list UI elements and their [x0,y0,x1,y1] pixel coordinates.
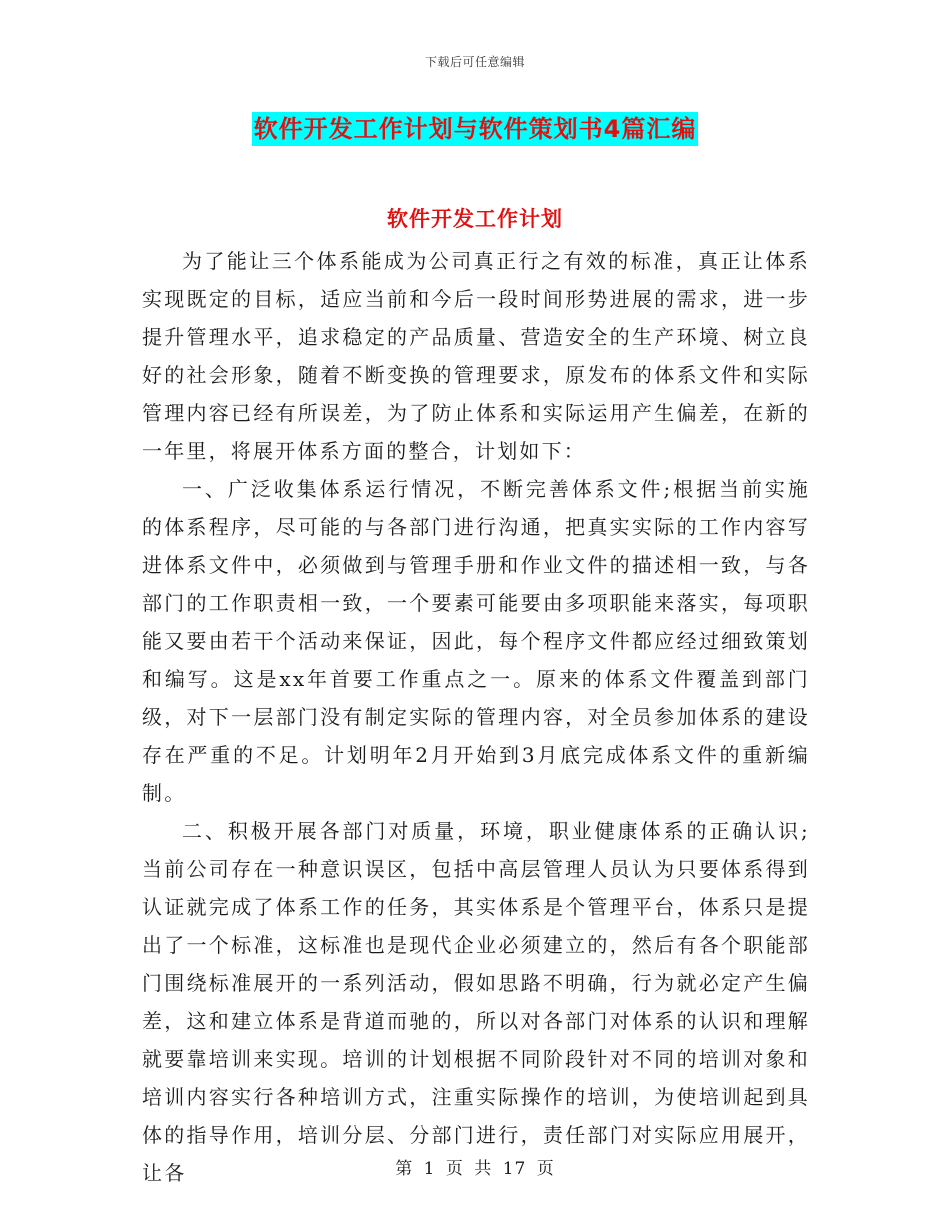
document-body [142,242,810,1192]
document-title: 软件开发工作计划与软件策划书4篇汇编 [252,112,699,146]
paragraph-item-1: 一、广泛收集体系运行情况，不断完善体系文件;根据当前实施的体系程序，尽可能的与各部门进行沟通，把真实实际的工作内容写进体系文件中，必须做到与管理手册和作业文件的描述相一致，与各部门的工作职责相一致，一个要素可能要由多项职能来落实，每项职能又要由若干个活动来保证，因此，每个程序文件都应经过细致策划和编写。这是xx年首要工作重点之一。原来的体系文件覆盖到部门级，对下一层部门没有制定实际的管理内容，对全员参加体系的建设存在严重的不足。计划明年2月开始到3月底完成体系文件的重新编制。 [142,477,810,805]
section-title: 软件开发工作计划 [387,207,563,231]
page-number: 第 1 页 共 17 页 [395,1159,555,1179]
header-note: 下载后可任意编辑 [424,55,525,69]
paragraph-item-2: 二、积极开展各部门对质量，环境，职业健康体系的正确认识;当前公司存在一种意识误区，包括中高层管理人员认为只要体系得到认证就完成了体系工作的任务，其实体系是个管理平台，体系只是提出了一个标准，这标准也是现代企业必须建立的，然后有各个职能部门围绕标准展开的一系列活动，假如思路不明确，行为就必定产生偏差，这和建立体系是背道而驰的，所以对各部门对体系的认识和理解就要靠培训来实现。培训的计划根据不同阶段针对不同的培训对象和培训内容实行各种培训方式，注重实际操作的培训，为使培训起到具体的指导作用，培训分层、分部门进行，责任部门对实际应用展开，让各 [142,819,810,1185]
document-title-container [0,112,950,146]
paragraph-intro: 为了能让三个体系能成为公司真正行之有效的标准，真正让体系实现既定的目标，适应当前和今后一段时间形势进展的需求，进一步提升管理水平，追求稳定的产品质量、营造安全的生产环境、树立良好的社会形象，随着不断变换的管理要求，原发布的体系文件和实际管理内容已经有所误差，为了防止体系和实际运用产生偏差，在新的一年里，将展开体系方面的整合，计划如下： [142,249,810,463]
